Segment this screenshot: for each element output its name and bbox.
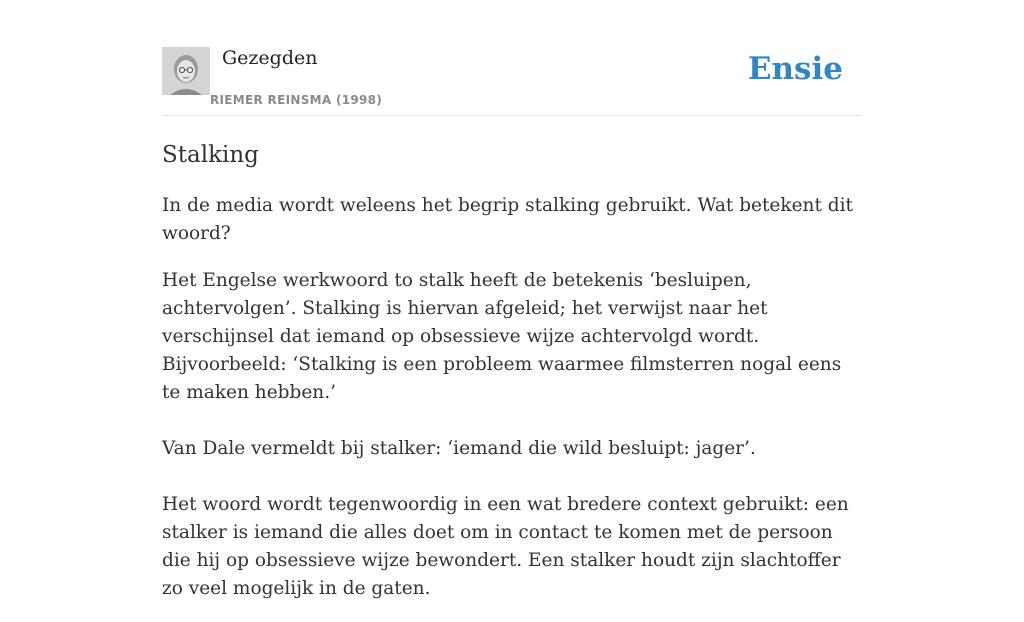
paragraph: In de media wordt weleens het begrip stalking gebruikt. Wat betekent dit woord?	[162, 195, 853, 244]
portrait-icon	[162, 47, 210, 95]
paragraph: Van Dale vermeldt bij stalker: ‘iemand die wild besluipt: jager’.	[162, 438, 756, 459]
article-body	[162, 192, 862, 622]
author-avatar	[162, 47, 210, 95]
brand-logo[interactable]: Ensie	[747, 51, 843, 87]
page	[162, 0, 862, 599]
paragraph: Het woord wordt tegenwoordig in een wat bredere context gebruikt: een stalker is iemand die alles doet om in contact te komen met de persoon die hij op obsessieve wijze bewondert. Een stalker houdt zijn slachtoffer zo veel mogelijk in de gaten.	[162, 494, 849, 599]
collection-title[interactable]: Gezegden	[222, 47, 318, 69]
header	[162, 0, 862, 116]
paragraph: Het Engelse werkwoord to stalk heeft de betekenis ‘besluipen, achtervolgen’. Stalking is hiervan afgeleid; het verwijst naar het verschijnsel dat iemand op obsessieve wijze achtervolgd wordt. Bijvoorbeeld: ‘Stalking is een probleem waarmee filmsterren nogal eens te maken hebben.’	[162, 270, 842, 403]
article-title: Stalking	[162, 142, 259, 168]
author-line[interactable]: RIEMER REINSMA (1998)	[210, 93, 383, 107]
